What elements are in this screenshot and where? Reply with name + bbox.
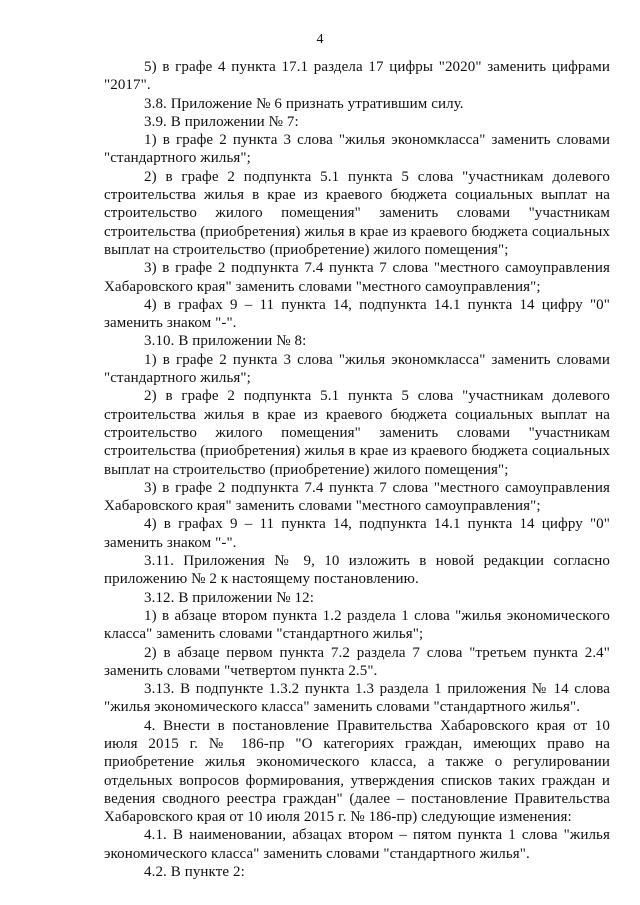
page-number: 4 bbox=[316, 32, 324, 47]
paragraph: 4) в графах 9 – 11 пункта 14, подпункта 14.1 пункта 14 цифру "0" заменить знаком "-". bbox=[104, 296, 610, 332]
paragraph: 1) в графе 2 пункта 3 слова "жилья экономкласса" заменить словами "стандартного жилья"; bbox=[104, 351, 610, 387]
document-body bbox=[104, 58, 610, 881]
paragraph: 3.10. В приложении № 8: bbox=[144, 333, 307, 350]
paragraph: 5) в графе 4 пункта 17.1 раздела 17 цифры "2020" заменить цифрами "2017". bbox=[104, 59, 610, 94]
paragraph: 2) в графе 2 подпункта 5.1 пункта 5 слова "участникам долевого строительства жилья в крае из краевого бюджета социальных выплат на строительство жилого помещения" заменить словами "участникам строительства (приобретения) жилья в крае из краевого бюджета социальных выплат на строительство (приобретение) жилого помещения"; bbox=[104, 168, 610, 258]
paragraph: 3.11. Приложения № 9, 10 изложить в новой редакции согласно приложению № 2 к настоящему постановлению. bbox=[104, 553, 610, 588]
paragraph: 3) в графе 2 подпункта 7.4 пункта 7 слова "местного самоуправления Хабаровского края" заменить словами "местного самоуправления"; bbox=[104, 479, 610, 515]
paragraph: 2) в абзаце первом пункта 7.2 раздела 7 слова "третьем пункта 2.4" заменить словами "четвертом пункта 2.5". bbox=[104, 644, 610, 679]
paragraph: 3.12. В приложении № 12: bbox=[144, 589, 314, 606]
paragraph: 1) в графе 2 пункта 3 слова "жилья экономкласса" заменить словами "стандартного жилья"; bbox=[104, 132, 610, 167]
paragraph: 4.2. В пункте 2: bbox=[144, 864, 245, 881]
paragraph: 4) в графах 9 – 11 пункта 14, подпункта 14.1 пункта 14 цифру "0" заменить знаком "-". bbox=[104, 516, 610, 551]
paragraph: 4. Внести в постановление Правительства Хабаровского края от 10 июля 2015 г. № 186-пр "О категориях граждан, имеющих право на приобретение жилья экономического класса, а также о регулировании отдельных вопросов формирования, утверждения списков таких граждан и ведения сводного реестра граждан" (далее – постановление Правительства Хабаровского края от 10 июля 2015 г. № 186-пр) следующие изменения: bbox=[104, 717, 610, 826]
paragraph: 3.9. В приложении № 7: bbox=[144, 113, 299, 130]
paragraph: 3) в графе 2 подпункта 7.4 пункта 7 слова "местного самоуправления Хабаровского края" заменить словами "местного самоуправления"; bbox=[104, 260, 610, 295]
paragraph: 3.8. Приложение № 6 признать утратившим силу. bbox=[144, 95, 464, 112]
paragraph: 3.13. В подпункте 1.3.2 пункта 1.3 раздела 1 приложения № 14 слова "жилья экономического класса" заменить словами "стандартного жилья". bbox=[104, 681, 610, 716]
paragraph: 2) в графе 2 подпункта 5.1 пункта 5 слова "участникам долевого строительства жилья в крае из краевого бюджета социальных выплат на строительство жилого помещения" заменить словами "участникам строительства (приобретения) жилья в крае из краевого бюджета социальных выплат на строительство (приобретение) жилого помещения"; bbox=[104, 388, 610, 478]
paragraph: 1) в абзаце втором пункта 1.2 раздела 1 слова "жилья экономического класса" заменить словами "стандартного жилья"; bbox=[104, 607, 610, 643]
paragraph: 4.1. В наименовании, абзацах втором – пятом пункта 1 слова "жилья экономического класса" заменить словами "стандартного жилья". bbox=[104, 827, 610, 862]
